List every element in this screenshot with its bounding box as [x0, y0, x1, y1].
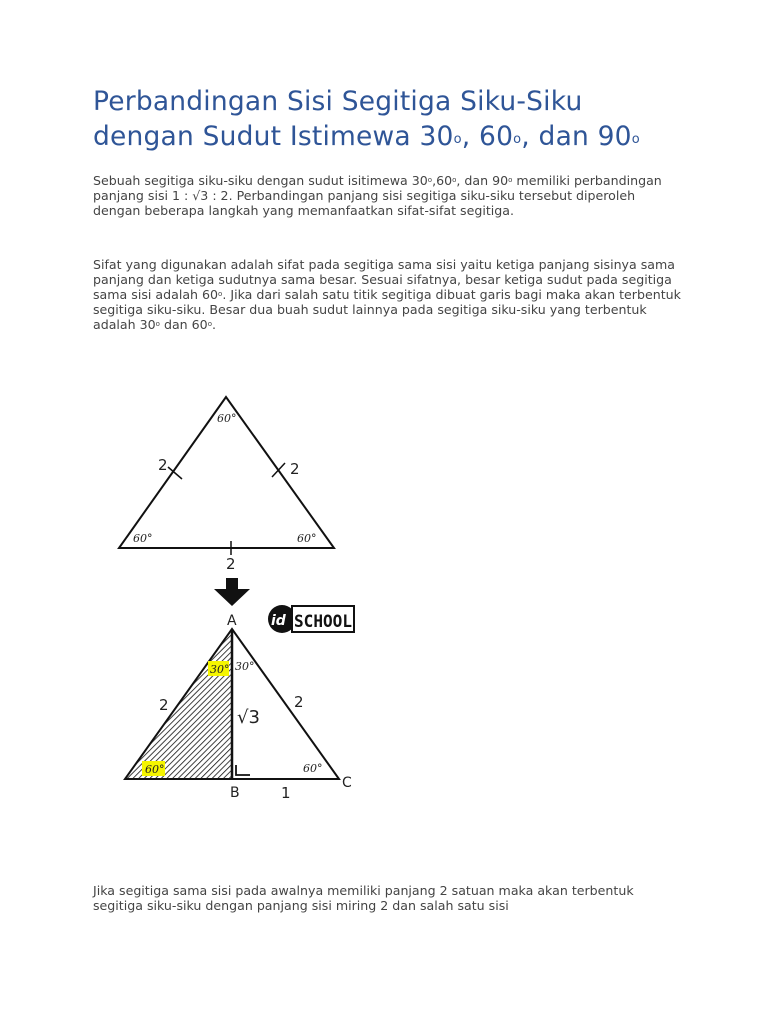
side-left-label: 2 — [159, 696, 169, 714]
p2-text-3: dan 60 — [159, 317, 208, 332]
angle-left-label: 60° — [133, 532, 153, 545]
degree-mark: o — [508, 176, 513, 184]
vertex-b-label: B — [230, 785, 240, 801]
angle-left-label: 60° — [145, 763, 165, 776]
logo-id-text: id — [271, 613, 286, 629]
side-bottom-label: 1 — [281, 784, 291, 802]
degree-mark: o — [427, 176, 433, 184]
angle-right-label: 60° — [303, 762, 323, 775]
angle-a-right-label: 30° — [235, 660, 255, 673]
title-line-2: dengan Sudut Istimewa 30 — [93, 121, 454, 152]
right-angle-mark — [236, 765, 250, 775]
side-bottom-label: 2 — [226, 555, 236, 573]
title-sep-1: , 60 — [461, 121, 514, 152]
degree-mark: o — [513, 132, 522, 147]
angle-top-label: 60° — [217, 412, 237, 425]
arrow-down-icon — [214, 578, 250, 606]
idschool-logo — [268, 605, 354, 633]
degree-mark: o — [155, 320, 160, 328]
logo-school-text: SCHOOL — [294, 612, 352, 632]
degree-mark: o — [207, 320, 212, 328]
height-label: √3 — [237, 707, 260, 728]
side-left-label: 2 — [158, 456, 168, 474]
title-sep-2: , dan 90 — [521, 121, 632, 152]
p1-text-3: , dan 90 — [456, 173, 509, 188]
vertex-a-label: A — [227, 613, 237, 629]
side-right-label: 2 — [294, 693, 304, 711]
vertex-c-label: C — [342, 775, 352, 791]
paragraph-conclusion: Jika segitiga sama sisi pada awalnya memiliki panjang 2 satuan maka akan terbentuk segitiga siku-siku dengan panjang sisi miring 2 dan salah satu sisi — [93, 883, 634, 913]
p2-text-1: Sifat yang digunakan adalah sifat pada segitiga sama sisi yaitu ketiga panjang sisinya sama panjang dan ketiga sudutnya sama besar. Sesuai sifatnya, besar ketiga sudut pada segitiga sama sisi adalah 60 — [93, 257, 675, 302]
p1-text-2: ,60 — [432, 173, 453, 188]
p1-text-4: memiliki perbandingan panjang sisi 1 : √3 : 2. Perbandingan panjang sisi segitiga siku-siku tersebut diperoleh dengan beberapa langkah yang memanfaatkan sifat-sifat segitiga. — [93, 173, 662, 218]
p2-text-2: . Jika dari salah satu titik segitiga dibuat garis bagi maka akan terbentuk segitiga siku-siku. Besar dua buah sudut lainnya pada segitiga siku-siku yang terbentuk adalah 30 — [93, 287, 681, 332]
p1-text-1: Sebuah segitiga siku-siku dengan sudut isitimewa 30 — [93, 173, 428, 188]
degree-mark: o — [453, 132, 462, 147]
side-right-label: 2 — [290, 460, 300, 478]
angle-right-label: 60° — [297, 532, 317, 545]
angle-a-left-label: 30° — [210, 663, 230, 676]
title-line-1: Perbandingan Sisi Segitiga Siku-Siku — [93, 86, 583, 117]
degree-mark: o — [631, 132, 640, 147]
p2-text-4: . — [211, 317, 216, 332]
degree-mark: o — [452, 176, 457, 184]
degree-mark: o — [218, 290, 223, 298]
equilateral-triangle — [119, 397, 334, 573]
split-triangle — [125, 613, 352, 802]
